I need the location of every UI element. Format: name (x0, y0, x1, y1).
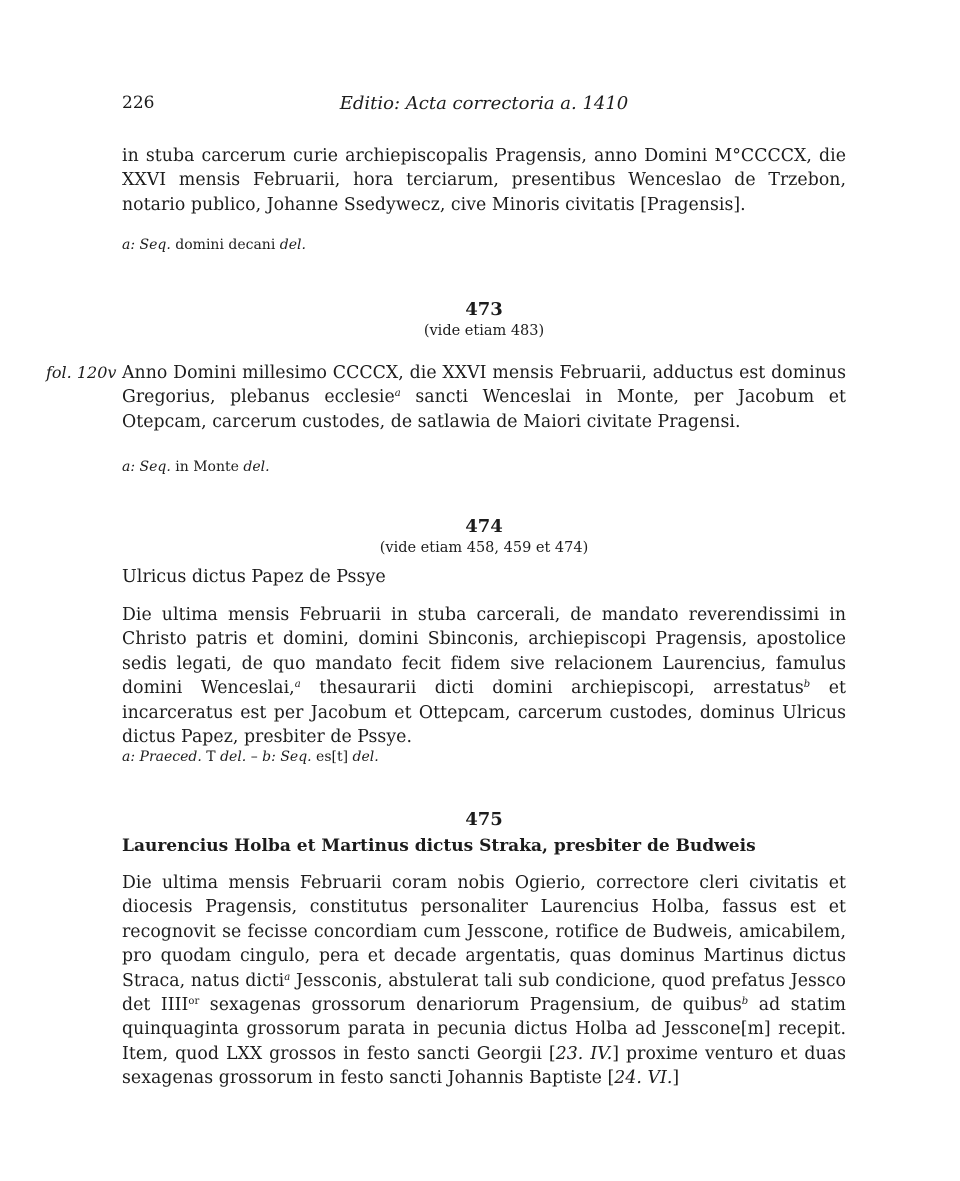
entry-472-continuation (122, 144, 846, 217)
date-annotation: 23. IV. (555, 1043, 613, 1064)
entry-number: 473 (465, 299, 503, 320)
text-segment: Jessconis, abstulerat tali sub condicione, quod prefatus Jessco det IIII (122, 970, 846, 1016)
entry-472-text: in stuba carcerum curie archiepiscopalis Pragensis, anno Domini M°CCCCX, die XXVI mensis Februarii, hora terciarum, presentibus Wenceslao de Trzebon, notario publico, Johanne Ssedywecz, cive Minoris civitatis [Pragensis]. (122, 146, 846, 215)
entry-473-text (122, 361, 846, 434)
text-segment: ad statim quinquaginta grossorum parata in pecunia dictus Holba ad Jesscone[m] recepit. Item, quod LXX grossos in festo sancti Georgii [ (122, 995, 846, 1064)
text-segment: sancti Wenceslai in Monte, per Jacobum et Otepcam, carcerum custodes, de satlawia de Maiori civitate Pragensi. (122, 387, 846, 432)
entry-subject: Laurencius Holba et Martinus dictus Straka, presbiter de Budweis (122, 836, 756, 856)
entry-473-body (122, 361, 846, 434)
text-segment: ] proxime venturo et duas sexagenas grossorum in festo sancti Johannis Baptiste [ (122, 1043, 846, 1089)
entry-474-body (122, 603, 846, 749)
date-annotation: 24. VI. (614, 1068, 673, 1089)
text-segment: thesaurarii dicti domini archiepiscopi, arrestatus (300, 678, 804, 699)
note-text: T (201, 749, 221, 765)
note-del: del. (352, 749, 379, 765)
superscript-or: or (188, 996, 200, 1008)
entry-475-heading (122, 809, 846, 830)
footnote (122, 236, 846, 254)
text-segment: sexagenas grossorum denariorum Pragensium, de quibus (199, 995, 742, 1016)
note-letter: a: (122, 459, 136, 475)
note-seq: Seq. (280, 749, 312, 765)
note-letter: b: (262, 749, 276, 765)
text-segment: et incarceratus est per Jacobum et Ottepcam, carcerum custodes, dominus Ulricus dictus Papez, presbiter de Pssye. (122, 678, 846, 748)
text-segment: ] (672, 1068, 680, 1089)
note-del: del. (243, 459, 270, 475)
note-text: es[t] (311, 749, 353, 765)
entry-473-heading (122, 299, 846, 339)
entry-subject: Ulricus dictus Papez de Pssye (122, 567, 386, 587)
entry-475-text (122, 871, 846, 1091)
entry-number: 474 (465, 516, 503, 537)
footnote-marker: b (803, 679, 811, 691)
footnote-marker: b (741, 996, 749, 1008)
note-seq: Seq. (139, 237, 171, 253)
entry-474-heading (122, 516, 846, 556)
text-segment: Anno Domini millesimo CCCCX, die XXVI mensis Februarii, adductus est dominus Gregorius, plebanus ecclesie (122, 363, 846, 408)
entry-474-notes (122, 748, 846, 766)
footnote (122, 748, 846, 766)
entry-474-subject (122, 567, 846, 587)
folio-margin-note: fol. 120v (46, 363, 117, 382)
entry-475-body (122, 871, 846, 1091)
note-separator: – (246, 749, 263, 765)
text-segment: Die ultima mensis Februarii in stuba carcerali, de mandato reverendissimi in Christo patris et domini, domini Sbinconis, archiepiscopi Pragensis, apostolice sedis legati, de quo mandato fecit fidem sive relacionem Laurencius, famulus domini Wenceslai, (122, 605, 846, 699)
footnote (122, 458, 846, 476)
note-del: del. (279, 237, 306, 253)
footnote-marker: a (284, 971, 291, 983)
text-segment: Die ultima mensis Februarii coram nobis Ogierio, correctore cleri civitatis et diocesis Pragensis, constitutus personaliter Laurencius Holba, fassus est et recognovit se fecisse concordiam cum Jesscone, rotifice de Budweis, amicabilem, pro quodam cingulo, pera et decade argentatis, quas dominus Martinus dictus Straca, natus dicti (122, 873, 846, 991)
note-letter: a: (122, 237, 136, 253)
entry-474-text (122, 603, 846, 749)
entry-473-notes (122, 458, 846, 476)
cross-reference: (vide etiam 483) (423, 323, 545, 339)
note-letter: a: (122, 749, 136, 765)
note-praeced: Praeced. (139, 749, 202, 765)
cross-reference: (vide etiam 458, 459 et 474) (379, 540, 589, 556)
note-text: in Monte (170, 459, 244, 475)
running-title: Editio: Acta correctoria a. 1410 (339, 93, 629, 114)
note-text: domini decani (170, 237, 280, 253)
note-seq: Seq. (139, 459, 171, 475)
footnote-marker: a (394, 388, 401, 400)
footnote-marker: a (294, 679, 301, 691)
entry-number: 475 (465, 809, 503, 830)
entry-475-subject (122, 836, 846, 856)
page-number: 226 (122, 93, 155, 113)
page-header (122, 93, 846, 117)
note-del: del. (220, 749, 247, 765)
entry-472-notes (122, 236, 846, 254)
